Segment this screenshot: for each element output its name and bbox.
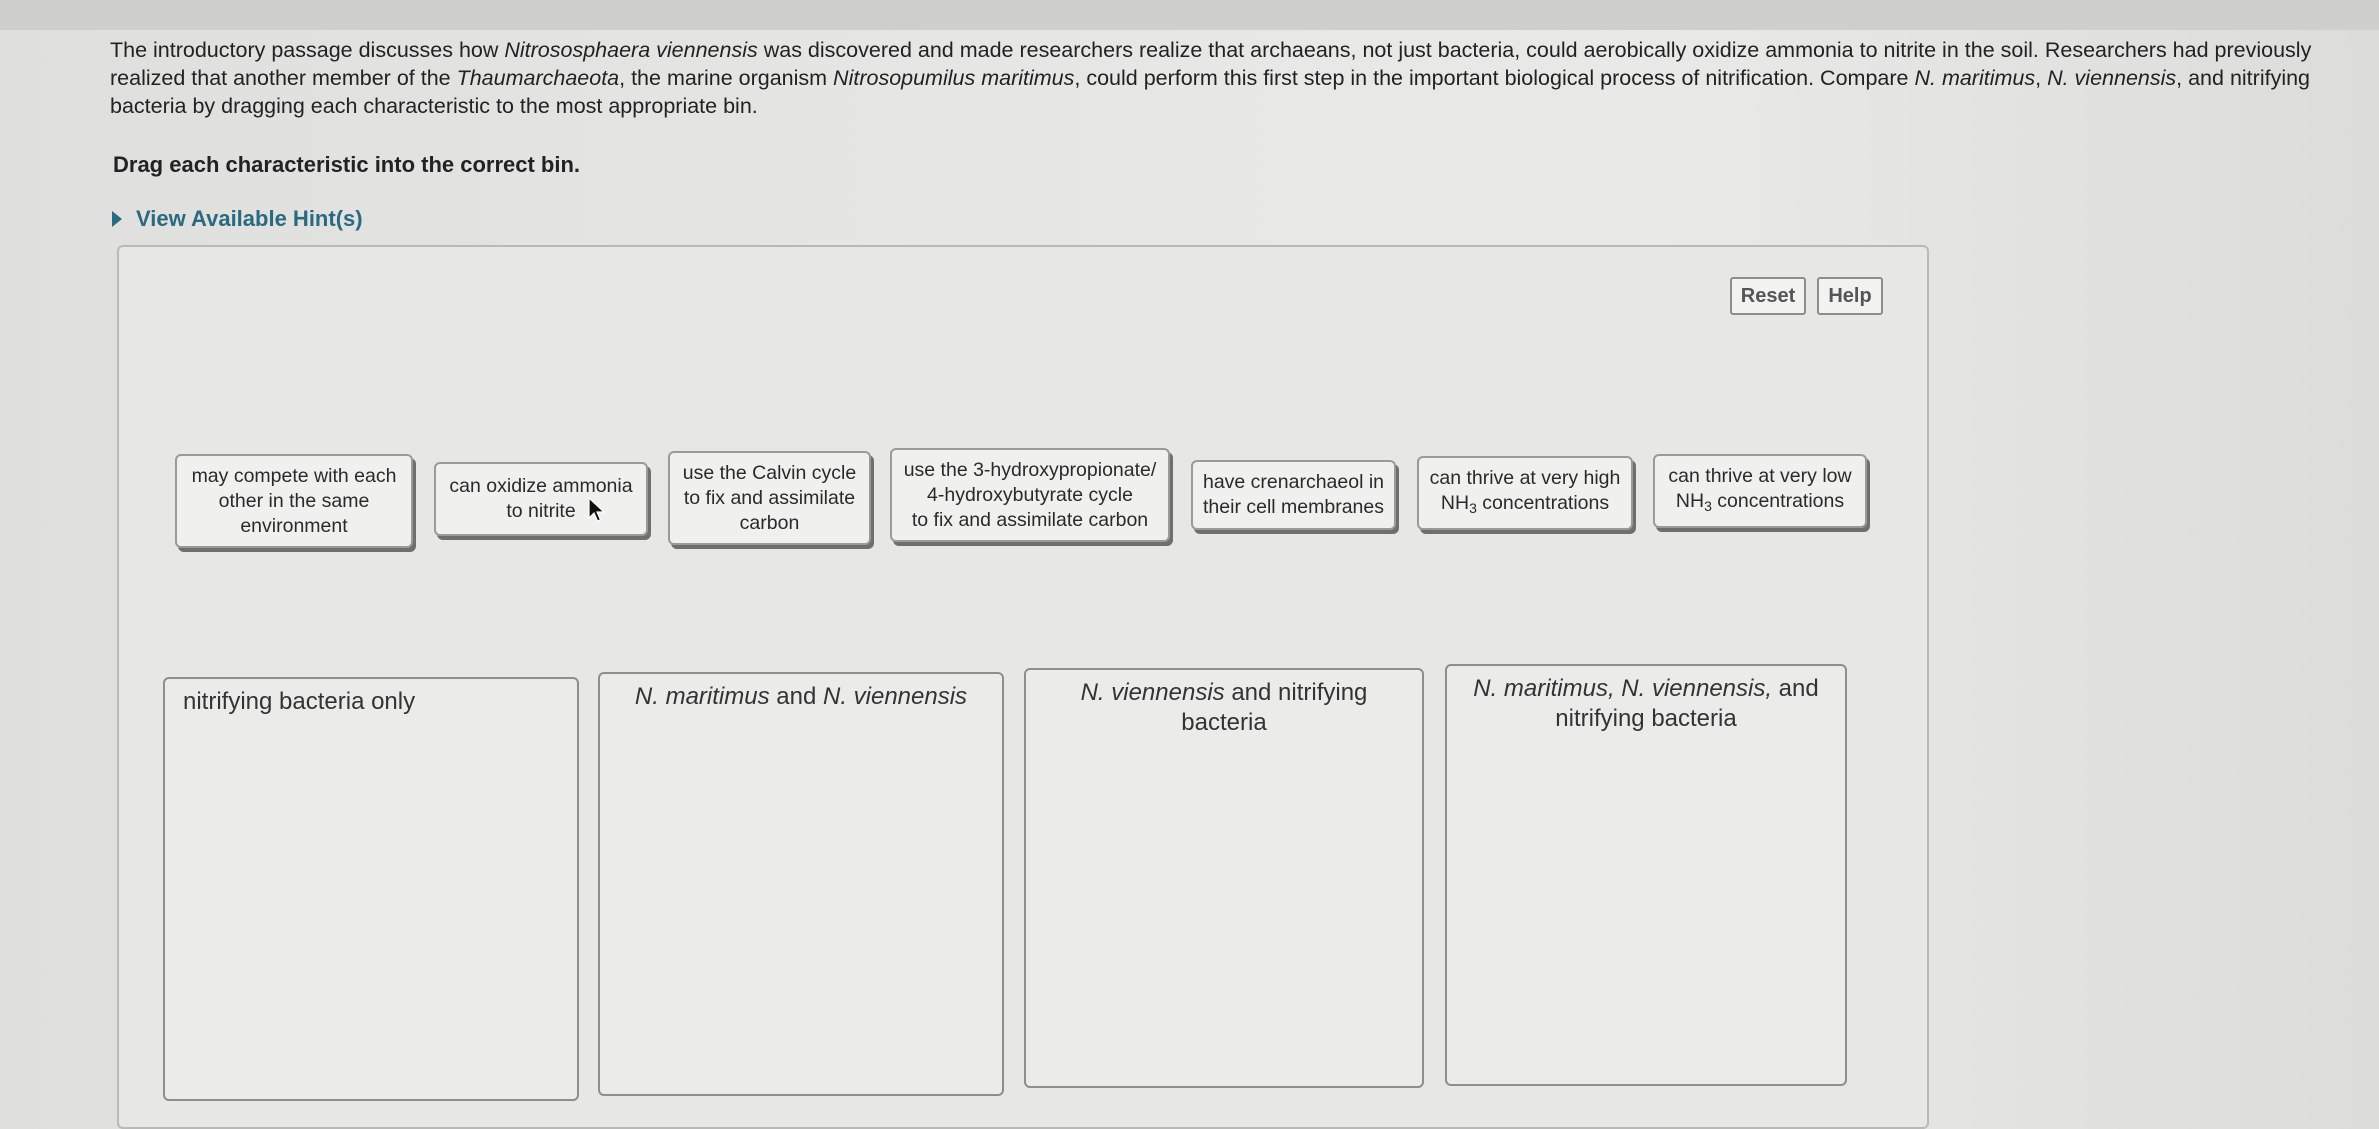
tile-high-nh3-line2 [1441, 491, 1609, 521]
bin-label-text: and nitrifying bacteria [1555, 675, 1819, 732]
bin-label-italic: N. viennensis [1080, 679, 1225, 706]
tile-high-nh3-line1: can thrive at very high [1429, 466, 1621, 489]
passage-italic: Nitrosopumilus maritimus [833, 66, 1075, 90]
bin-label [1026, 678, 1422, 738]
intro-passage [110, 36, 2360, 120]
bin-label-text: and nitrifying bacteria [1181, 679, 1368, 736]
bin-viennensis-and-bacteria[interactable] [1024, 668, 1424, 1088]
tile-low-nh3-line1: can thrive at very low [1668, 464, 1852, 487]
bin-label [1447, 674, 1845, 734]
bin-label-italic: N. maritimus, N. viennensis, [1473, 675, 1773, 702]
tile-calvin-cycle[interactable]: use the Calvin cycle to fix and assimilate carbon [668, 451, 871, 545]
passage-text: , could perform this first step in the important biological process of nitrification. Compare [1074, 66, 1915, 90]
passage-italic: N. viennensis [2047, 66, 2177, 90]
passage-text: , and nitrifying bacteria by dragging each characteristic to the most appropriate bin. [110, 66, 2311, 118]
passage-italic: Nitrososphaera viennensis [504, 38, 758, 62]
top-band [0, 0, 2379, 30]
bin-label-text: and [769, 683, 823, 710]
view-hints-link[interactable] [112, 206, 363, 232]
tile-oxidize-ammonia[interactable]: can oxidize ammonia to nitrite [434, 462, 648, 536]
triangle-right-icon [112, 211, 122, 227]
nh-subscript: 3 [1469, 499, 1477, 516]
bin-label-italic: N. viennensis [822, 683, 968, 710]
passage-italic: N. maritimus [1914, 66, 2036, 90]
bin-label: nitrifying bacteria only [183, 688, 416, 715]
tile-compete[interactable]: may compete with each other in the same environment [175, 454, 413, 548]
passage-text: , [2035, 66, 2048, 90]
instruction-text: Drag each characteristic into the correct bin. [113, 152, 581, 177]
help-button[interactable]: Help [1817, 277, 1883, 315]
nh-text: NH [1675, 489, 1705, 512]
passage-italic: Thaumarchaeota [456, 66, 620, 90]
tile-low-nh3[interactable] [1653, 454, 1867, 528]
passage-text: was discovered and made researchers realize that archaeans, not just bacteria, could aerobically oxidize ammonia to nitrite in the soil. Researchers had previously realized that another member of the [110, 38, 2312, 90]
tile-3hp-4hb-cycle[interactable]: use the 3-hydroxypropionate/ 4-hydroxybutyrate cycle to fix and assimilate carbon [890, 448, 1170, 542]
mouse-pointer-icon [588, 497, 606, 523]
nh-text: NH [1440, 491, 1470, 514]
nh-subscript: 3 [1704, 497, 1712, 514]
tile-high-nh3[interactable] [1417, 456, 1633, 530]
view-hints-label: View Available Hint(s) [136, 206, 363, 231]
bin-nitrifying-bacteria-only[interactable] [163, 677, 579, 1101]
bin-maritimus-and-viennensis[interactable] [598, 672, 1004, 1096]
reset-button[interactable]: Reset [1730, 277, 1806, 315]
bin-all-three[interactable] [1445, 664, 1847, 1086]
passage-text: The introductory passage discusses how [110, 38, 505, 62]
concentrations-text: concentrations [1476, 491, 1610, 514]
bin-label-italic: N. maritimus [634, 683, 770, 710]
concentrations-text: concentrations [1711, 489, 1845, 512]
bin-label [600, 682, 1002, 712]
tile-crenarchaeol[interactable]: have crenarchaeol in their cell membranes [1191, 460, 1396, 530]
tile-low-nh3-line2 [1676, 489, 1844, 519]
passage-text: , the marine organism [619, 66, 834, 90]
